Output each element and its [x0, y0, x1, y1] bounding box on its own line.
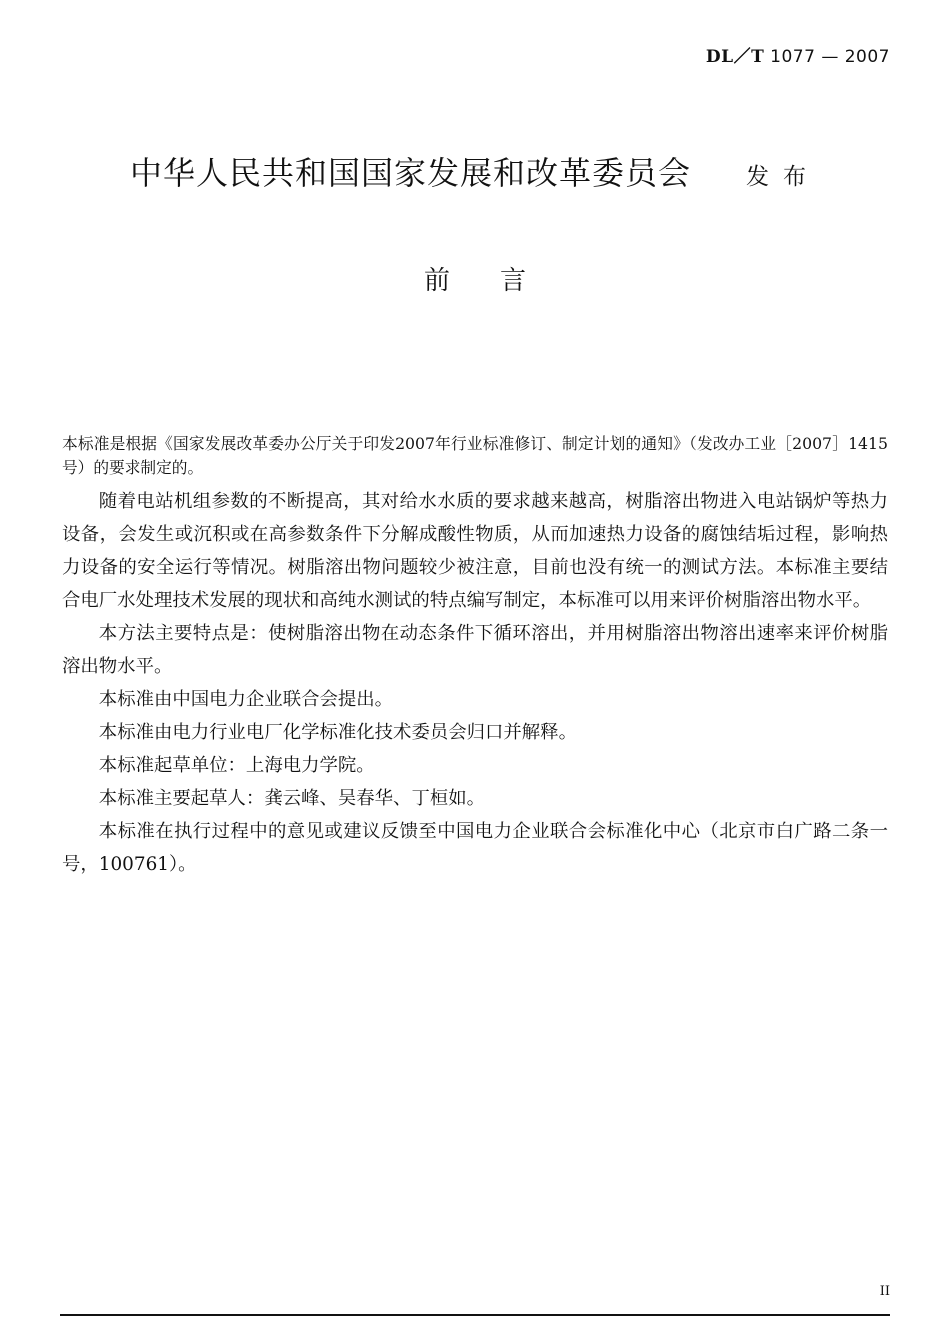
paragraph-proposer: 本标准由中国电力企业联合会提出。: [98, 689, 394, 710]
preface-body: [62, 432, 888, 881]
publisher-line: [0, 148, 950, 194]
standard-code-number: 1077 — 2007: [770, 47, 890, 67]
paragraph-basis: 本标准是根据《国家发展改革委办公厅关于印发2007年行业标准修订、制定计划的通知》（发改办工业［2007］1415号）的要求制定的。: [62, 434, 888, 477]
standard-code-prefix: DL／T: [705, 47, 765, 67]
paragraph-feedback: 本标准在执行过程中的意见或建议反馈至中国电力企业联合会标准化中心（北京市白广路二条一号，100761）。: [62, 821, 888, 875]
paragraph-drafters: 本标准主要起草人：龚云峰、吴春华、丁桓如。: [98, 788, 486, 809]
page-number: II: [879, 1284, 890, 1299]
paragraph-interpreter: 本标准由电力行业电厂化学标准化技术委员会归口并解释。: [98, 722, 577, 743]
publisher-organization: 中华人民共和国国家发展和改革委员会: [129, 154, 691, 192]
publish-action: 发布: [746, 164, 821, 190]
standard-code: [706, 42, 890, 67]
paragraph-drafting-unit: 本标准起草单位：上海电力学院。: [98, 755, 375, 776]
paragraph-method-features: 本方法主要特点是：使树脂溶出物在动态条件下循环溶出，并用树脂溶出物溶出速率来评价树脂溶出物水平。: [62, 623, 888, 677]
section-title: 前言: [423, 266, 576, 296]
paragraph-background: 随着电站机组参数的不断提高，其对给水水质的要求越来越高，树脂溶出物进入电站锅炉等热力设备，会发生或沉积或在高参数条件下分解成酸性物质，从而加速热力设备的腐蚀结垢过程，影响热力设备的安全运行等情况。树脂溶出物问题较少被注意，目前也没有统一的测试方法。本标准主要结合电厂水处理技术发展的现状和高纯水测试的特点编写制定，本标准可以用来评价树脂溶出物水平。: [62, 491, 888, 611]
footer-divider: [60, 1314, 890, 1316]
